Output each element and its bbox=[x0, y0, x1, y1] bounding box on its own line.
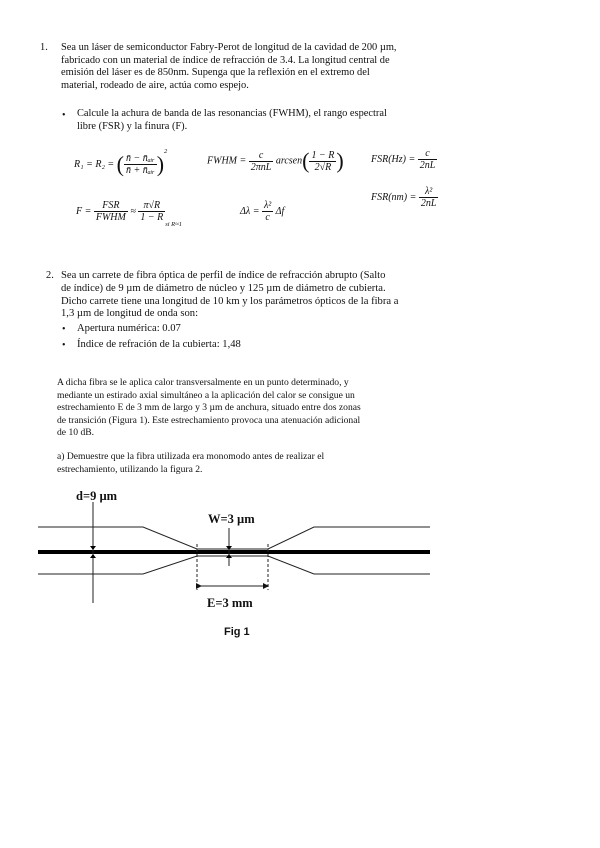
problem1-text bbox=[61, 42, 441, 92]
question-line: estrechamiento, utilizando la figura 2. bbox=[57, 463, 203, 475]
problem2-text bbox=[61, 270, 434, 321]
eq-finesse: F = $\frac{\text{FSR}}{\text{FWHM}}$ ≈ $\frac{\pi√R}{1 - R}$ $_{si R\approx 1}$ bbox=[76, 200, 182, 228]
problem2-line: Dicho carrete tiene una longitud de 10 km y los parámetros ópticos de la fibra a bbox=[61, 295, 399, 307]
paragraph-line: estrechamiento E de 3 mm de largo y 3 µm de anchura, situado entre dos zonas bbox=[57, 402, 361, 414]
problem2-paragraph bbox=[57, 377, 437, 440]
paragraph-line: A dicha fibra se le aplica calor transversalmente en un punto determinado, y bbox=[57, 377, 349, 388]
eq-delta-lambda: Δλ = $\frac{\text{λ²}}{c}$ Δf bbox=[240, 200, 285, 223]
paragraph-line: de transición (Figura 1). Este estrechamiento provoca una atenuación adicional bbox=[57, 414, 361, 426]
label-core-diameter: d=9 µm bbox=[76, 489, 118, 503]
eq-fsr-nm: FSR(nm) = $\frac{\text{λ²}}{2nL}$ bbox=[371, 186, 437, 209]
problem2-bullet: Índice de refración de la cubierta: 1,48 bbox=[77, 339, 241, 350]
problem2-line: de índice) de 9 µm de diámetro de núcleo y 125 µm de diámetro de cubierta. bbox=[61, 282, 386, 294]
paragraph-line: de 10 dB. bbox=[57, 427, 95, 439]
bullet-icon: • bbox=[62, 110, 66, 121]
problem2-question bbox=[57, 451, 437, 476]
label-taper-length: E=3 mm bbox=[207, 596, 253, 610]
problem2-line: 1,3 µm de longitud de onda son: bbox=[61, 308, 199, 320]
problem2-line: Sea un carrete de fibra óptica de perfil de índice de refracción abrupto (Salto bbox=[61, 270, 386, 281]
problem1-number: 1. bbox=[40, 42, 48, 53]
problem1-bullet-line: libre (FSR) y la finura (F). bbox=[77, 120, 188, 132]
eq-fwhm: FWHM = $\frac{c}{\text{2πnL}}$ arcsen( $\frac{1 - R}{2√R}$ ) bbox=[207, 148, 344, 173]
problem1-bullet-text bbox=[77, 108, 417, 133]
eq-reflectivity: R₁ = R₂ = ( $\frac{\text{n̄ − n̄ₐᵢᵣ}}{\text{n̄ + n̄ₐᵢᵣ}}$ )$^2$ bbox=[74, 148, 168, 177]
label-waist-width: W=3 µm bbox=[208, 512, 255, 526]
problem2-number: 2. bbox=[46, 270, 54, 281]
problem2-bullet: Apertura numérica: 0.07 bbox=[77, 323, 181, 334]
eq-fsr-hz: FSR(Hz) = $\frac{c}{2nL}$ bbox=[371, 148, 436, 171]
problem1-line: material, rodeado de aire, actúa como espejo. bbox=[61, 79, 249, 91]
figure-caption: Fig 1 bbox=[224, 626, 250, 638]
problem1-line: emisión del láser es de 850nm. Supenga que la reflexión en el extremo del bbox=[61, 67, 370, 79]
problem1-line: Sea un láser de semiconductor Fabry-Perot de longitud de la cavidad de 200 µm, bbox=[61, 42, 397, 53]
problem1-bullet-line: Calcule la achura de banda de las resonancias (FWHM), el rango espectral bbox=[77, 108, 387, 119]
question-line: a) Demuestre que la fibra utilizada era monomodo antes de realizar el bbox=[57, 451, 325, 462]
fiber-outline-upper bbox=[38, 527, 430, 549]
bullet-icon: • bbox=[62, 324, 66, 335]
bullet-icon: • bbox=[62, 340, 66, 351]
fiber-outline-lower bbox=[38, 556, 430, 574]
paragraph-line: mediante un estirado axial simultáneo a la aplicación del calor se consigue un bbox=[57, 389, 355, 401]
problem1-line: fabricado con un material de índice de refracción de 3.4. La longitud central de bbox=[61, 54, 390, 66]
